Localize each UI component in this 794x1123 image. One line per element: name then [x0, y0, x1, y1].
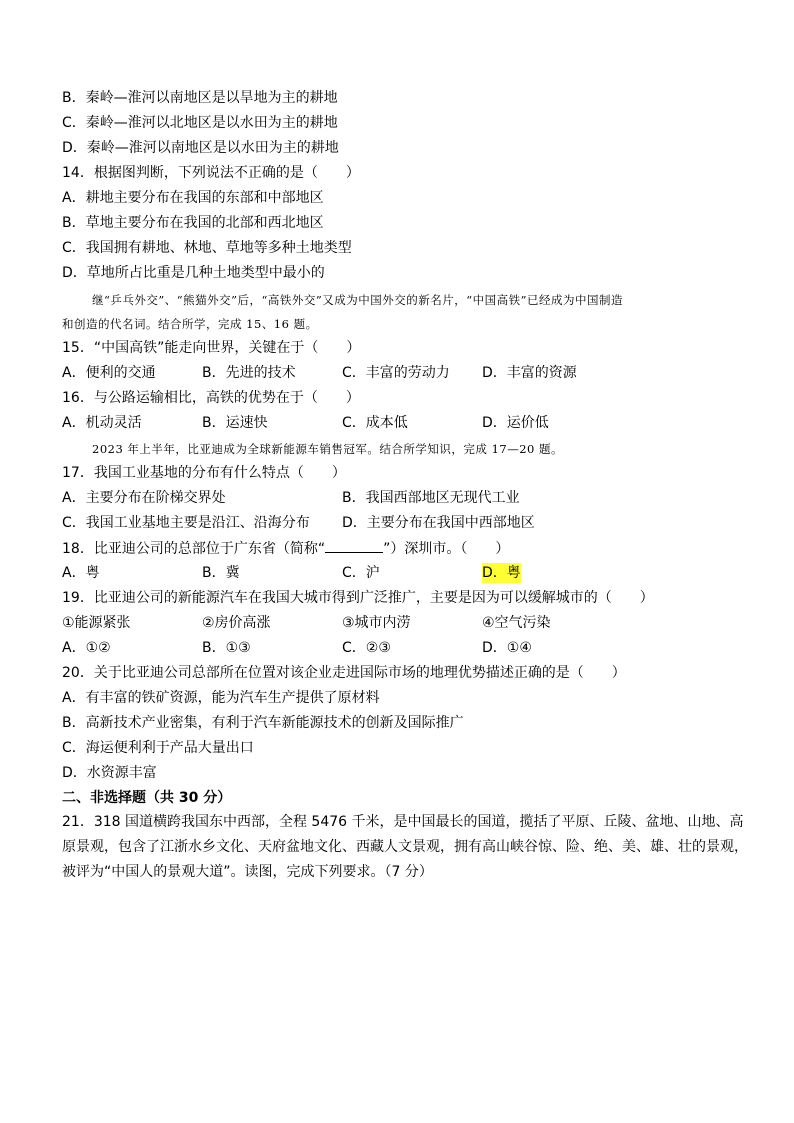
- q18-option-a: A．粤: [62, 565, 100, 581]
- q19-option-a: A．①②: [62, 640, 111, 656]
- q13-option-c: C．秦岭—淮河以北地区是以水田为主的耕地: [62, 115, 338, 131]
- q15-option-d: D．丰富的资源: [482, 365, 577, 381]
- q18-blank: [325, 538, 383, 553]
- q16-option-b: B．运速快: [202, 415, 268, 431]
- q15-option-c: C．丰富的劳动力: [342, 365, 450, 381]
- intro-17-20: 2023 年上半年，比亚迪成为全球新能源车销售冠军。结合所学知识，完成 17—20 题。: [92, 442, 563, 456]
- q19-statement-3: ③城市内涝: [342, 615, 411, 631]
- q18-stem-post: ”）深圳市。（ ）: [383, 541, 510, 557]
- q20-option-c: C．海运便利利于产品大量出口: [62, 740, 254, 756]
- q14-option-c: C．我国拥有耕地、林地、草地等多种土地类型: [62, 240, 352, 256]
- q13-option-d: D．秦岭—淮河以南地区是以水田为主的耕地: [62, 140, 339, 156]
- intro-15-16-line1: 继“乒乓外交”、“熊猫外交”后，“高铁外交”又成为中国外交的新名片，“中国高铁”已经成为中国制造: [92, 293, 624, 307]
- q16-options: [62, 413, 752, 433]
- q15-stem: 15．“中国高铁”能走向世界，关键在于（ ）: [62, 340, 361, 356]
- q14-stem: 14．根据图判断，下列说法不正确的是（ ）: [62, 165, 360, 181]
- q17-option-d: D．主要分布在我国中西部地区: [342, 515, 535, 531]
- q17-option-b: B．我国西部地区无现代工业: [342, 490, 520, 506]
- q14-option-a: A．耕地主要分布在我国的东部和中部地区: [62, 190, 324, 206]
- q19-options: [62, 638, 752, 658]
- q17-option-c: C．我国工业基地主要是沿江、沿海分布: [62, 515, 310, 531]
- q19-statement-4: ④空气污染: [482, 615, 551, 631]
- q17-options-row1: [62, 488, 752, 508]
- q18-stem: [62, 538, 509, 559]
- q18-option-d-highlighted: D．粤: [482, 565, 521, 581]
- q18-option-b: B．冀: [202, 565, 240, 581]
- q15-options: [62, 363, 752, 383]
- q17-options-row2: [62, 513, 752, 533]
- q19-stem: 19．比亚迪公司的新能源汽车在我国大城市得到广泛推广，主要是因为可以缓解城市的（ ）: [62, 590, 654, 606]
- q19-option-b: B．①③: [202, 640, 251, 656]
- intro-15-16-line2: 和创造的代名词。结合所学，完成 15、16 题。: [62, 317, 318, 331]
- q20-option-d: D．水资源丰富: [62, 765, 157, 781]
- q16-option-c: C．成本低: [342, 415, 408, 431]
- q14-option-b: B．草地主要分布在我国的北部和西北地区: [62, 215, 324, 231]
- q20-stem: 20．关于比亚迪公司总部所在位置对该企业走进国际市场的地理优势描述正确的是（ ）: [62, 665, 626, 681]
- q16-stem: 16．与公路运输相比，高铁的优势在于（ ）: [62, 390, 360, 406]
- q16-option-d: D．运价低: [482, 415, 549, 431]
- q15-option-a: A．便利的交通: [62, 365, 156, 381]
- q18-stem-pre: 18．比亚迪公司的总部位于广东省（简称“: [62, 541, 326, 557]
- q17-option-a: A．主要分布在阶梯交界处: [62, 490, 226, 506]
- q15-option-b: B．先进的技术: [202, 365, 296, 381]
- q18-option-c: C．沪: [342, 565, 380, 581]
- q19-option-c: C．②③: [342, 640, 391, 656]
- q19-statements: [62, 613, 752, 633]
- q20-option-b: B．高新技术产业密集，有利于汽车新能源技术的创新及国际推广: [62, 715, 464, 731]
- q21-text: 21．318 国道横跨我国东中西部，全程 5476 千米，是中国最长的国道，揽括了平原、丘陵、盆地、山地、高原景观，包含了江浙水乡文化、天府盆地文化、西藏人文景观，拥有高山峡谷惊、险、绝、美、雄、壮的景观，被评为“中国人的景观大道”。读图，完成下列要求。（7 分）: [62, 814, 748, 880]
- q19-option-d: D．①④: [482, 640, 532, 656]
- q14-option-d: D．草地所占比重是几种土地类型中最小的: [62, 265, 325, 281]
- q19-statement-1: ①能源紧张: [62, 615, 131, 631]
- q20-option-a: A．有丰富的铁矿资源，能为汽车生产提供了原材料: [62, 690, 380, 706]
- q13-option-b: B．秦岭—淮河以南地区是以旱地为主的耕地: [62, 90, 338, 106]
- q16-option-a: A．机动灵活: [62, 415, 142, 431]
- q17-stem: 17．我国工业基地的分布有什么特点（ ）: [62, 465, 346, 481]
- q19-statement-2: ②房价高涨: [202, 615, 271, 631]
- section-2-heading: 二、非选择题（共 30 分）: [62, 790, 232, 806]
- q18-options: [62, 563, 752, 583]
